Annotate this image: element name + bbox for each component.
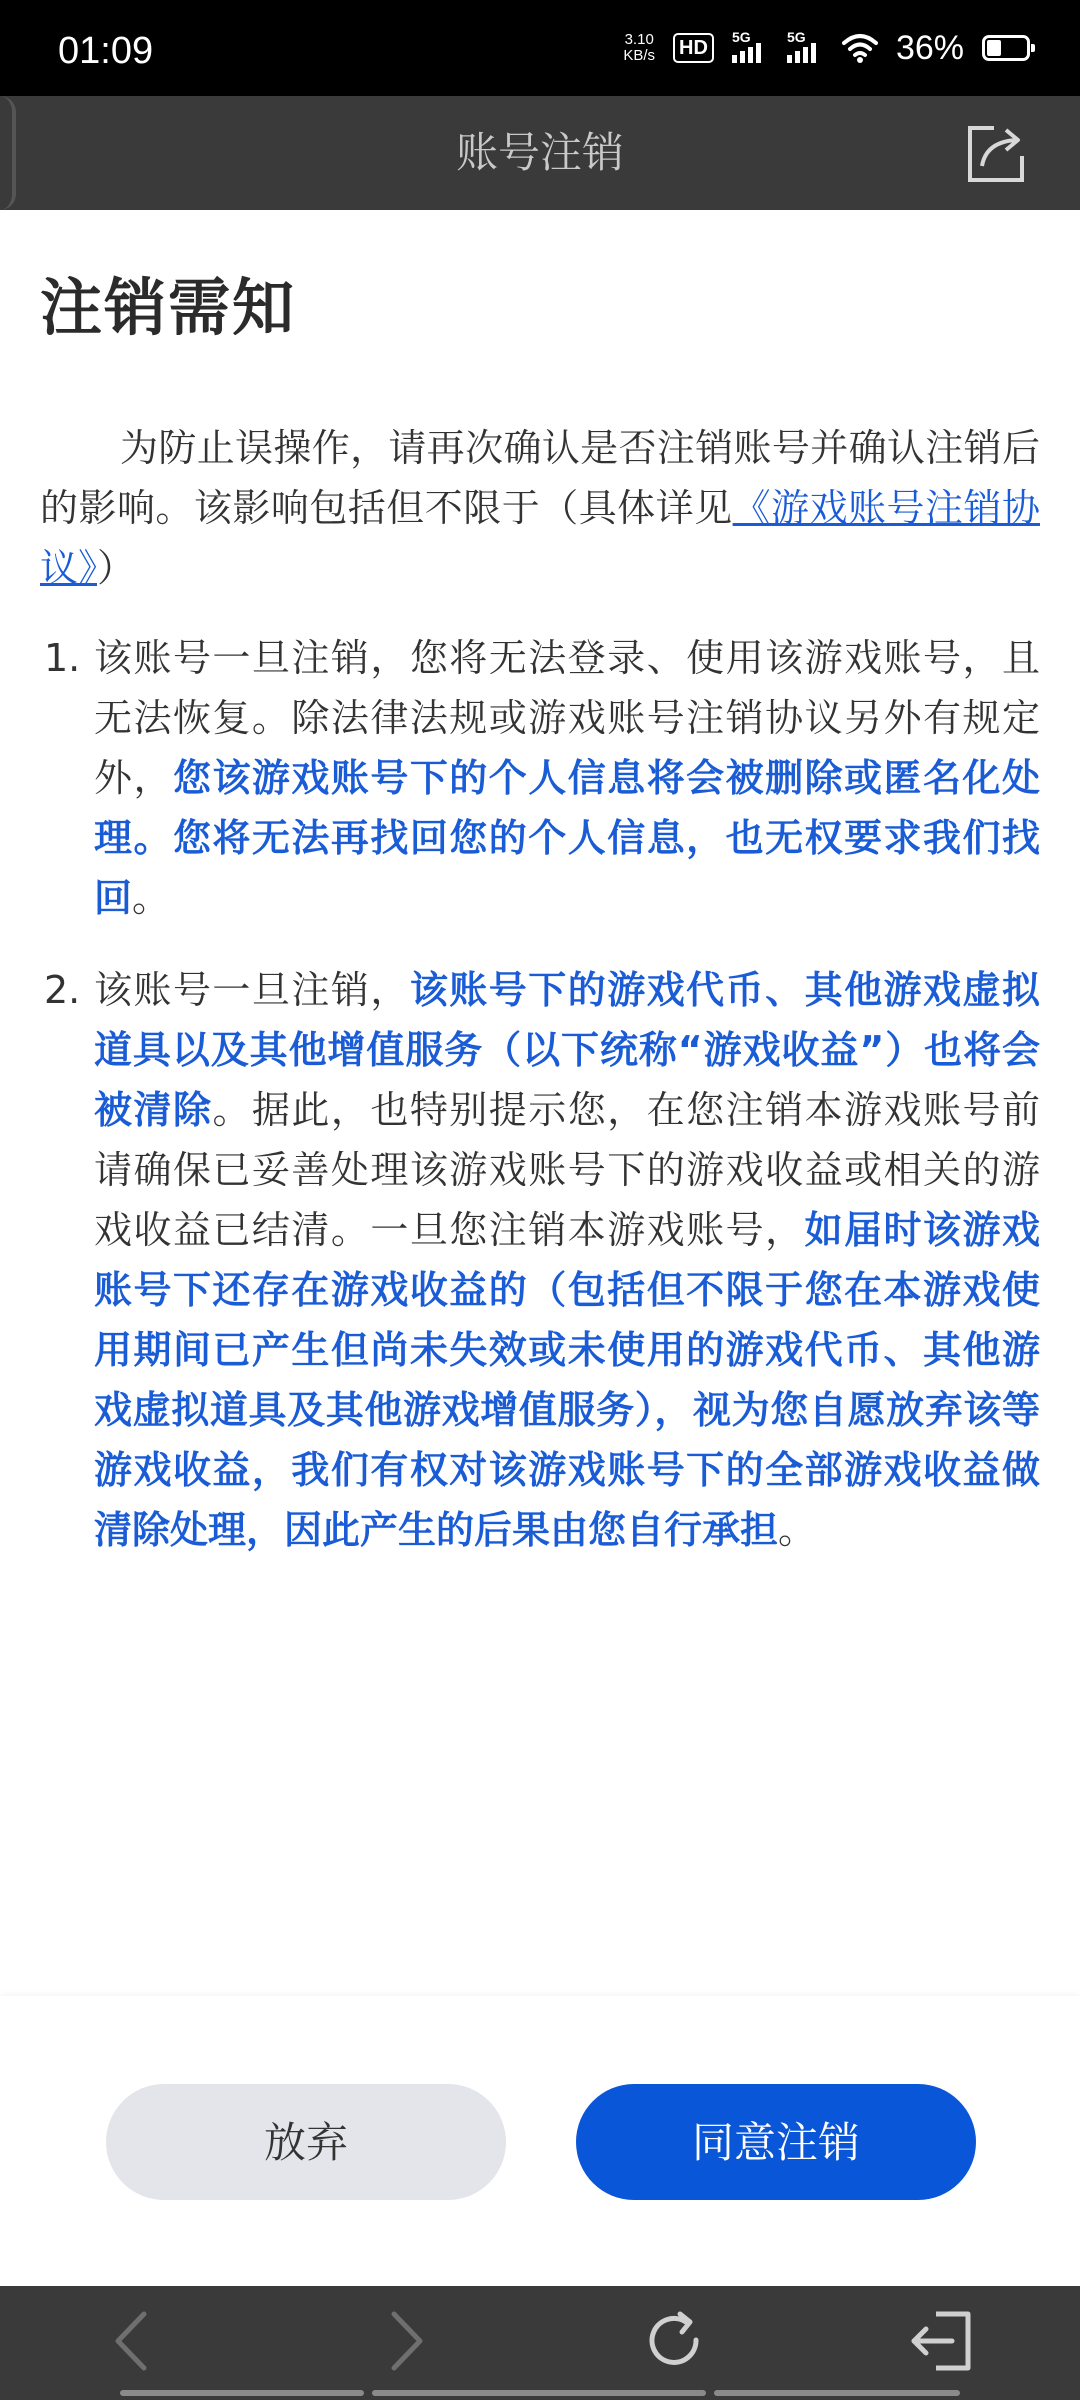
page-title: 账号注销 [455, 128, 624, 177]
agreement-link[interactable]: 《游戏账号注销协议》 [40, 486, 1040, 590]
gesture-indicator [120, 2390, 364, 2396]
gesture-indicator [714, 2390, 960, 2396]
back-arrow-icon[interactable] [100, 2306, 170, 2376]
term-highlight: 该账号下的游戏代币、其他游戏虚拟道具以及其他增值服务（以下统称“游戏收益”）也将会被清除 [94, 968, 1040, 1132]
term-text: 该账号一旦注销， [94, 968, 410, 1012]
browser-nav-bar [0, 2286, 1080, 2400]
network-speed-unit: KB/s [623, 47, 656, 64]
term-text: 。据此，也特别提示您，在您注销本游戏账号前请确保已妥善处理该游戏账号下的游戏收益或相关的游戏收益已结清。一旦您注销本游戏账号， [94, 1088, 1040, 1252]
network-speed-value: 3.10 [624, 31, 654, 48]
forward-arrow-icon[interactable] [368, 2306, 438, 2376]
term-item-2 [40, 960, 1040, 1560]
term-text: 。 [132, 876, 171, 920]
signal-sim1-icon [731, 29, 769, 63]
terms-list [40, 628, 1040, 1592]
title-bar [0, 96, 1080, 210]
share-icon[interactable] [964, 120, 1030, 186]
abandon-button[interactable]: 放弃 [106, 2084, 506, 2200]
intro-text: 为防止误操作，请再次确认是否注销账号并确认注销后的影响。该影响包括但不限于（具体详见 [40, 426, 1040, 530]
term-highlight: 如届时该游戏账号下还存在游戏收益的（包括但不限于您在本游戏使用期间已产生但尚未失效或未使用的游戏代币、其他游戏虚拟道具及其他游戏增值服务），视为您自愿放弃该等游戏收益，我们有权对该游戏账号下的全部游戏收益做清除处理，因此产生的后果由您自行承担 [94, 1208, 1040, 1552]
battery-icon [982, 35, 1030, 61]
gesture-indicator [372, 2390, 706, 2396]
status-icons [623, 26, 1030, 70]
agree-cancel-account-button[interactable]: 同意注销 [576, 2084, 976, 2200]
term-number: 1. [44, 636, 81, 680]
status-time: 01:09 [58, 30, 154, 72]
hd-voice-icon: HD [673, 33, 714, 63]
term-text: 该账号一旦注销，您将无法登录、使用该游戏账号，且无法恢复。除法律法规或游戏账号注销协议另外有规定外， [94, 636, 1040, 800]
wifi-icon [842, 32, 878, 64]
notice-intro [40, 418, 1040, 598]
action-bar [0, 1996, 1080, 2286]
refresh-icon[interactable] [640, 2306, 710, 2376]
term-text: 。 [778, 1508, 817, 1552]
exit-icon[interactable] [906, 2306, 976, 2376]
network-speed [623, 32, 655, 64]
sim1-network-label: 5G [731, 29, 751, 45]
sim2-network-label: 5G [786, 29, 806, 45]
notice-heading: 注销需知 [40, 271, 297, 344]
status-bar [0, 0, 1080, 96]
term-item-1 [40, 628, 1040, 928]
signal-sim2-icon [786, 29, 824, 63]
term-highlight: 您该游戏账号下的个人信息将会被删除或匿名化处理。您将无法再找回您的个人信息，也无权要求我们找回 [94, 756, 1040, 920]
battery-percent: 36% [895, 28, 964, 67]
term-number: 2. [44, 968, 81, 1012]
notice-content [0, 210, 1080, 1996]
intro-text-end: ） [97, 546, 136, 590]
